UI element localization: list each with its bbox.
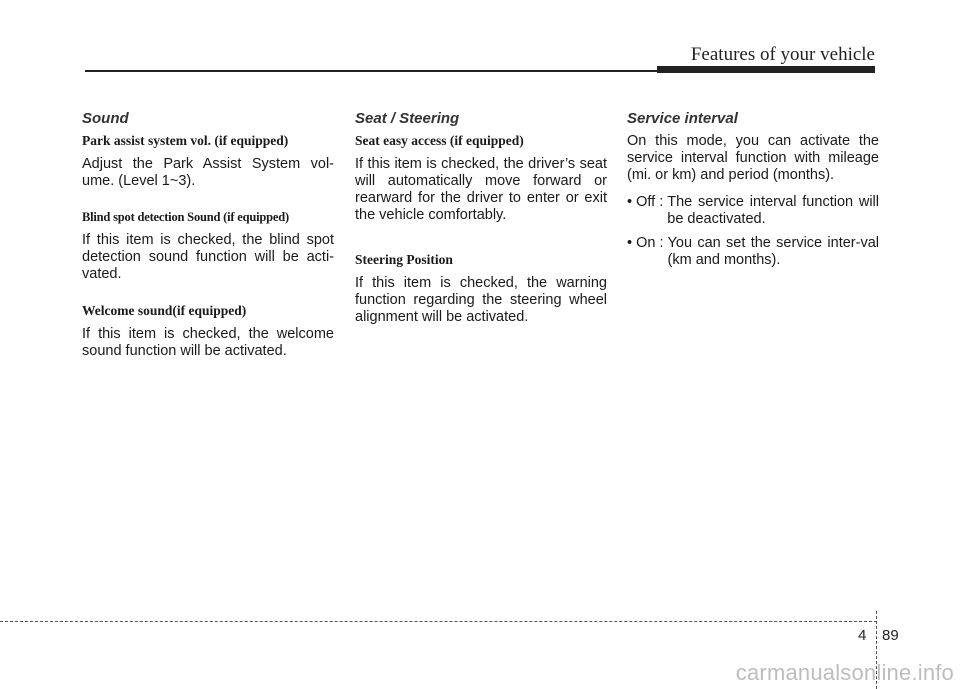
park-assist-heading: Park assist system vol. (if equipped) [82,133,289,148]
page-number: 89 [882,627,899,644]
park-assist-text: Adjust the Park Assist System vol-ume. (Level 1~3). [82,156,334,189]
service-bullet-off-text: The service interval function will be deactivated. [667,194,879,227]
sound-section-title: Sound [82,110,129,127]
welcome-sound-text: If this item is checked, the welcome sound function will be activated. [82,326,334,359]
service-section-title: Service interval [627,110,738,127]
seat-section-title: Seat / Steering [355,110,460,127]
chapter-number: 4 [858,627,867,644]
watermark-text: carmanualsonline.info [735,660,954,685]
service-column [627,110,879,276]
service-bullet-off-lead: • Off : [627,194,668,210]
blind-spot-heading: Blind spot detection Sound (if equipped) [82,210,289,224]
seat-easy-access-text: If this item is checked, the driver’s seat will automatically move forward or rearward for the driver to enter or exit the vehicle comfortably. [355,156,607,223]
blind-spot-text: If this item is checked, the blind spot detection sound function will be acti-vated. [82,232,334,282]
sound-column [82,110,334,380]
steering-position-text: If this item is checked, the warning function regarding the steering wheel alignment will be activated. [355,275,607,325]
footer-dashed-rule [0,621,877,622]
service-bullet-on-text: You can set the service inter-val (km and months). [667,235,879,268]
page-header-title: Features of your vehicle [690,44,875,65]
service-intro-text: On this mode, you can activate the service interval function with mileage (mi. or km) and period (months). [627,133,879,183]
service-bullet-on [627,235,879,269]
welcome-sound-heading: Welcome sound(if equipped) [82,303,247,318]
header-rule-accent [657,66,875,73]
service-bullet-on-lead: • On : [627,235,668,251]
steering-position-heading: Steering Position [355,252,453,267]
service-bullet-off [627,194,879,228]
seat-column [355,110,607,346]
seat-easy-access-heading: Seat easy access (if equipped) [355,133,524,148]
